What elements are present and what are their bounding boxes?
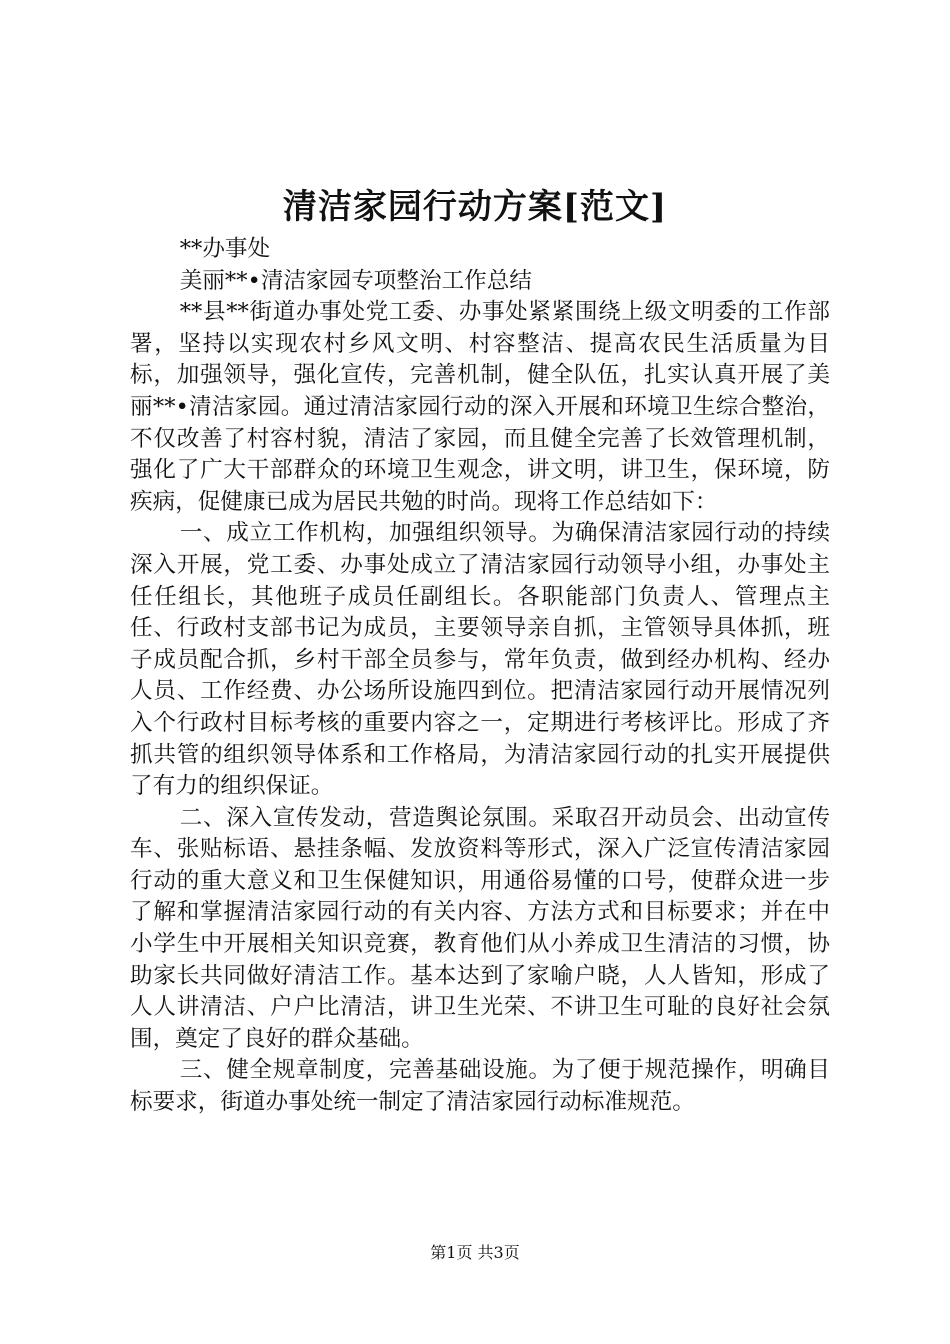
section-2-paragraph: 二、深入宣传发动，营造舆论氛围。采取召开动员会、出动宣传车、张贴标语、悬挂条幅、发放资料等形式，深入广泛宣传清洁家园行动的重大意义和卫生保健知识，用通俗易懂的口号，使群众进一步了解和掌握清洁家园行动的有关内容、方法方式和目标要求；并在中小学生中开展相关知识竞赛，教育他们从小养成卫生清洁的习惯，协助家长共同做好清洁工作。基本达到了家喻户晓，人人皆知，形成了人人讲清洁、户户比清洁，讲卫生光荣、不讲卫生可耻的良好社会氛围，奠定了良好的群众基础。 bbox=[130, 804, 830, 1052]
document-title: 清洁家园行动方案[范文] bbox=[282, 187, 668, 227]
page-number-footer: 第1页 共3页 bbox=[430, 1243, 520, 1262]
office-name: **办事处 bbox=[179, 236, 271, 262]
section-3-paragraph: 三、健全规章制度，完善基础设施。为了便于规范操作，明确目标要求，街道办事处统一制定了清洁家园行动标准规范。 bbox=[130, 1057, 830, 1116]
document-body bbox=[130, 234, 830, 1119]
summary-subtitle: 美丽**•清洁家园专项整治工作总结 bbox=[179, 267, 532, 294]
intro-paragraph: **县**街道办事处党工委、办事处紧紧围绕上级文明委的工作部署，坚持以实现农村乡风文明、村容整洁、提高农民生活质量为目标，加强领导，强化宣传，完善机制，健全队伍，扎实认真开展了美丽**•清洁家园。通过清洁家园行动的深入开展和环境卫生综合整治，不仅改善了村容村貌，清洁了家园，而且健全完善了长效管理机制，强化了广大干部群众的环境卫生观念，讲文明，讲卫生，保环境，防疾病，促健康已成为居民共勉的时尚。现将工作总结如下： bbox=[130, 299, 830, 515]
section-1-paragraph: 一、成立工作机构，加强组织领导。为确保清洁家园行动的持续深入开展，党工委、办事处成立了清洁家园行动领导小组，办事处主任任组长，其他班子成员任副组长。各职能部门负责人、管理点主任、行政村支部书记为成员，主要领导亲自抓，主管领导具体抓，班子成员配合抓，乡村干部全员参与，常年负责，做到经办机构、经办人员、工作经费、办公场所设施四到位。把清洁家园行动开展情况列入个行政村目标考核的重要内容之一，定期进行考核评比。形成了齐抓共管的组织领导体系和工作格局，为清洁家园行动的扎实开展提供了有力的组织保证。 bbox=[130, 520, 830, 800]
